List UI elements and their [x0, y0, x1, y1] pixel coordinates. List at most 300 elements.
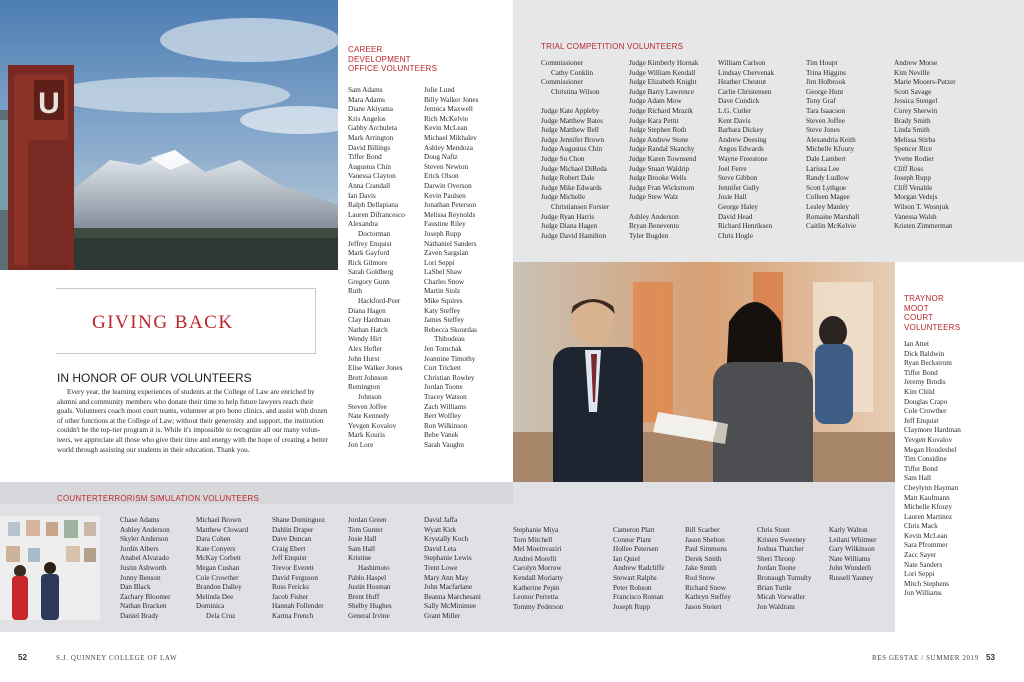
volunteer-name: Gabby Archuleta: [348, 124, 397, 133]
volunteer-name: Yevgen Kovalov: [904, 435, 953, 444]
volunteer-name: Katherine Pepin: [513, 583, 560, 592]
volunteer-name: Jonny Benson: [120, 573, 161, 582]
volunteer-name: Andrew Deesing: [718, 135, 767, 144]
career-title-line: OFFICE VOLUNTEERS: [348, 64, 438, 73]
volunteer-name: Joseph Rupp: [894, 174, 931, 183]
volunteer-name: Sam Hall: [904, 474, 931, 483]
volunteer-name: Brandon Dalley: [196, 583, 242, 592]
volunteer-name: Christina Wilson: [551, 87, 600, 96]
volunteer-name: Wendy Hirt: [348, 335, 382, 344]
volunteer-name: Bryan Benevento: [629, 222, 680, 231]
footer-left-publication: S.J. QUINNEY COLLEGE OF LAW: [56, 654, 178, 662]
volunteer-name: Elise Walker Jones: [348, 364, 403, 373]
volunteer-name: Nate Sanders: [904, 560, 943, 569]
volunteer-name: Judge Ryan Harris: [541, 212, 595, 221]
volunteer-name: David Billings: [348, 143, 391, 152]
traynor-column: [904, 340, 961, 599]
career-title: [348, 45, 437, 74]
counter-column-6: [513, 526, 563, 612]
volunteer-name: Curt Trickett: [424, 364, 461, 373]
volunteer-name: Joshua Thatcher: [757, 545, 804, 554]
volunteer-name: Hollee Petersen: [613, 545, 659, 554]
volunteer-name: Mark Kouris: [348, 431, 385, 440]
volunteer-name: Judge Mike Edwards: [541, 183, 602, 192]
volunteer-name: Jeff Enquist: [904, 416, 939, 425]
volunteer-name: Judge Andrew Stone: [629, 135, 689, 144]
trial-column-2: [629, 59, 698, 241]
volunteer-name: Anna Crandall: [348, 181, 391, 190]
volunteer-name: Lesley Manley: [806, 202, 849, 211]
volunteer-name: Dela Cruz: [206, 611, 236, 620]
volunteer-name: Darwin Overson: [424, 181, 472, 190]
honor-line-3: goals. Volunteers coach moot court teams, volunteer at pro bono clinics, and assist with dozen: [57, 407, 328, 416]
volunteer-name: Ashley Mendoza: [424, 143, 473, 152]
volunteer-name: John Hurst: [348, 354, 380, 363]
volunteer-name: Cheylynn Hayman: [904, 483, 959, 492]
volunteer-name: Daniel Brady: [120, 611, 159, 620]
building-u-letter: U: [38, 87, 60, 120]
volunteer-name: L.G. Cutler: [718, 106, 751, 115]
volunteer-name: Joel Ferre: [718, 164, 747, 173]
volunteer-name: Alex Hefler: [348, 345, 383, 354]
volunteer-name: Jacob Fisher: [272, 592, 309, 601]
volunteer-name: Ashley Anderson: [629, 212, 679, 221]
volunteer-name: Ian Attet: [904, 340, 929, 348]
traynor-title-line: VOLUNTEERS: [904, 322, 961, 332]
volunteer-name: McKay Corbett: [196, 554, 241, 563]
volunteer-name: Sheri Throop: [757, 554, 795, 563]
volunteer-name: Tom Mitchell: [513, 535, 553, 544]
volunteer-name: Cathy Conklin: [551, 68, 594, 77]
volunteer-name: Yevgen Kovalov: [348, 421, 397, 430]
volunteer-name: Jon Waldram: [757, 602, 795, 611]
volunteer-name: Melissa Reynolds: [424, 210, 476, 219]
volunteer-name: Lori Seppi: [904, 570, 935, 579]
volunteer-name: Grant Miller: [424, 611, 461, 620]
volunteer-name: Kim Neville: [894, 68, 930, 77]
volunteer-name: Remington: [348, 383, 380, 392]
volunteer-name: LaShel Shaw: [424, 268, 463, 277]
volunteer-name: Augustus Chin: [348, 162, 391, 171]
volunteer-name: Sam Hall: [348, 544, 375, 553]
counter-column-7: [613, 526, 665, 612]
volunteer-name: Steve Gibbon: [718, 174, 758, 183]
volunteer-name: Tim Considine: [904, 455, 947, 464]
trial-column-3: [718, 59, 774, 241]
volunteer-name: Christian Rowley: [424, 373, 475, 382]
volunteer-name: Carolyn Morrow: [513, 564, 562, 573]
volunteer-name: Billy Walker Jones: [424, 95, 479, 104]
traynor-title-line: MOOT: [904, 303, 929, 313]
volunteer-name: Michelle Kfoury: [806, 145, 855, 154]
volunteer-name: Hannah Follender: [272, 602, 324, 611]
mountain-building-photo: [0, 0, 338, 270]
volunteer-name: Peter Robson: [613, 583, 652, 592]
volunteer-name: Mel Moeinvaziri: [513, 545, 562, 554]
volunteer-name: Judge Elizabeth Knight: [629, 78, 697, 87]
volunteer-name: Gary Wilkinson: [829, 545, 875, 554]
volunteer-name: Jeffrey Enquist: [348, 239, 392, 248]
honor-line-2: alumni and community members who donate their time to help future lawyers reach their: [57, 397, 314, 406]
volunteer-name: Vanessa Walsh: [894, 212, 937, 221]
volunteer-name: Diane Akiyama: [348, 105, 393, 114]
volunteer-name: Bronaugh Tumulty: [757, 573, 812, 582]
volunteer-name: Andrew Radcliffe: [613, 564, 665, 573]
volunteer-name: Scott Lythgoe: [806, 183, 847, 192]
honor-heading: IN HONOR OF OUR VOLUNTEERS: [57, 371, 252, 385]
volunteer-name: Zacc Sayer: [904, 551, 937, 560]
volunteer-name: Mara Adams: [348, 95, 385, 104]
volunteer-name: Kristen Sweeney: [757, 535, 806, 544]
volunteer-name: Jim Holbrook: [806, 78, 846, 87]
volunteer-name: Nathan Hatch: [348, 325, 388, 334]
trial-column-4: [806, 59, 859, 232]
volunteer-name: Lauren Difrancesco: [348, 210, 405, 219]
traynor-title: [904, 294, 960, 332]
counter-column-2: [196, 516, 248, 622]
volunteer-name: Stephanie Lewis: [424, 554, 472, 563]
volunteer-name: Pablo Haspel: [348, 573, 387, 582]
volunteer-name: Dave Cundick: [718, 97, 760, 106]
volunteer-name: Jennifer Gully: [718, 183, 760, 192]
volunteer-name: Judge Kara Pettit: [629, 116, 679, 125]
volunteer-name: Angus Edwards: [718, 145, 764, 154]
volunteer-name: Erick Olson: [424, 172, 459, 181]
volunteer-name: Kathryn Steffey: [685, 593, 731, 602]
volunteer-name: Kris Angelos: [348, 114, 386, 123]
volunteer-name: Trina Higgins: [806, 68, 846, 77]
volunteer-name: Douglas Crapo: [904, 397, 948, 406]
volunteer-name: Judge Stew Walz: [629, 193, 679, 202]
volunteer-name: Derek Smith: [685, 554, 722, 563]
volunteer-name: Judge Matthew Bates: [541, 116, 603, 125]
volunteer-name: Kevin McLean: [904, 531, 948, 540]
volunteer-name: Wayne Freestone: [718, 154, 768, 163]
volunteer-name: Jennica Maxwell: [424, 105, 473, 114]
volunteer-name: Nate Williams: [829, 554, 871, 563]
volunteer-name: Michelle Kfoury: [904, 503, 953, 512]
volunteer-name: Sarah Goldberg: [348, 268, 394, 277]
honor-line-6: teers, we appreciate all those who give their time and energy with the hope of creating a better: [57, 435, 328, 444]
volunteer-name: Corey Sherwin: [894, 106, 938, 115]
volunteer-name: George Haley: [718, 202, 758, 211]
volunteer-name: Michael Mikhalev: [424, 133, 477, 142]
volunteer-name: Dick Baldwin: [904, 349, 945, 358]
volunteer-name: Doug Naftz: [424, 153, 458, 162]
volunteer-name: Sara Pfrommer: [904, 541, 948, 550]
volunteer-name: Yvette Rodier: [894, 154, 934, 163]
volunteer-name: Steve Jones: [806, 126, 840, 135]
volunteer-name: Judge Diana Hagen: [541, 222, 598, 231]
volunteer-name: Craig Ebert: [272, 544, 306, 553]
volunteer-name: Mark Gayford: [348, 249, 390, 258]
volunteer-name: Scott Savage: [894, 87, 932, 96]
volunteer-name: Brian Tuttle: [757, 583, 792, 592]
volunteer-name: Leilani Whitmer: [829, 535, 877, 544]
volunteer-name: Judge William Kendall: [629, 68, 696, 77]
volunteer-name: John Macfarlane: [424, 583, 473, 592]
volunteer-name: Jon Lore: [348, 440, 374, 449]
volunteer-name: Jeremy Brodis: [904, 378, 946, 387]
volunteer-name: Judge Randal Skanchy: [629, 145, 695, 154]
volunteer-name: Michael Brown: [196, 516, 241, 524]
volunteer-name: Hackford-Peer: [358, 297, 401, 306]
volunteer-name: Dahlin Draper: [272, 525, 314, 534]
volunteer-name: Colleen Magee: [806, 193, 850, 202]
volunteer-name: Ryan Beckstrom: [904, 359, 952, 368]
volunteer-name: Kendall Moriarty: [513, 573, 564, 582]
volunteer-name: Marie Mooers-Putzer: [894, 78, 956, 87]
volunteer-name: James Steffey: [424, 316, 464, 325]
volunteer-name: Lauren Martinez: [904, 512, 953, 521]
trial-column-5: [894, 59, 956, 232]
volunteer-name: Judge Robert Dale: [541, 174, 595, 183]
volunteer-name: Paul Simmons: [685, 545, 727, 554]
volunteer-name: Connor Plant: [613, 535, 652, 544]
career-title-line: DEVELOPMENT: [348, 54, 411, 64]
volunteer-name: Jason Steiert: [685, 602, 722, 611]
volunteer-name: Dave Duncan: [272, 535, 312, 544]
volunteer-name: Justin Ashworth: [120, 563, 167, 572]
volunteer-name: Mary Ann May: [424, 573, 469, 582]
volunteer-name: Kevin Paulsen: [424, 191, 466, 200]
volunteer-name: Jen Tomchak: [424, 345, 462, 354]
volunteer-name: Jessica Stengel: [894, 97, 938, 106]
volunteer-name: Commissioner: [541, 78, 583, 87]
volunteer-name: Jeff Enquist: [272, 554, 307, 563]
career-title-line: CAREER: [348, 45, 383, 54]
volunteer-name: Randy Ludlow: [806, 174, 849, 183]
volunteer-name: Clay Hardman: [348, 316, 391, 325]
volunteer-name: Faustine Riley: [424, 220, 466, 229]
volunteer-name: Heather Chesnut: [718, 78, 767, 87]
volunteer-name: Shane Dominguez: [272, 516, 325, 524]
honor-line-5: couldn't be the top-tier program it is. While it's impossible to recognize all our many volun-: [57, 426, 321, 435]
volunteer-name: Rick Gilmore: [348, 258, 388, 267]
volunteer-name: Kate Conyers: [196, 544, 236, 553]
volunteer-name: Krystally Koch: [424, 535, 469, 544]
volunteer-name: Johnson: [358, 393, 382, 401]
volunteer-name: Judge Brooke Wells: [629, 174, 687, 183]
volunteer-name: Megan Houdeshel: [904, 445, 957, 454]
volunteer-name: Tiffer Bond: [348, 153, 382, 162]
volunteer-name: Cameron Platt: [613, 526, 655, 534]
volunteer-name: Josie Hall: [718, 193, 747, 202]
volunteer-name: Bert Wolfley: [424, 412, 462, 421]
volunteer-name: Judge Jennifer Brown: [541, 135, 605, 144]
volunteer-name: Lindsay Chervenak: [718, 68, 775, 77]
volunteer-name: Judge Michael DiReda: [541, 164, 607, 173]
volunteer-name: Cole Crowther: [196, 573, 239, 582]
volunteer-name: Chris Mack: [904, 522, 938, 531]
volunteer-name: Judge Stephen Roth: [629, 126, 687, 135]
traynor-title-line: TRAYNOR: [904, 294, 944, 303]
volunteer-name: Judge Barry Lawrence: [629, 87, 695, 96]
volunteer-name: Jordin Albers: [120, 544, 159, 553]
volunteer-name: David Jaffa: [424, 516, 458, 524]
volunteer-name: Sam Adams: [348, 86, 383, 94]
volunteer-name: William Carlson: [718, 59, 766, 67]
volunteer-name: Tara Isaacson: [806, 106, 846, 115]
volunteer-name: Judge Su Chon: [541, 154, 585, 163]
volunteer-name: Brett Johnson: [348, 373, 388, 382]
volunteer-name: Diana Hagen: [348, 306, 386, 315]
volunteer-name: Romaine Marshall: [806, 212, 860, 221]
volunteer-name: Trevor Everett: [272, 563, 314, 572]
volunteer-name: Commissioner: [541, 59, 583, 67]
volunteer-name: Kent Davis: [718, 116, 751, 125]
counter-column-4: [348, 516, 392, 622]
volunteer-name: Christiansen Forster: [551, 202, 610, 211]
volunteer-name: General Irvine: [348, 611, 390, 620]
honor-line-1: Every year, the learning experiences of students at the College of Law are enriched by: [67, 388, 315, 396]
volunteer-name: Russell Yauney: [829, 573, 874, 582]
volunteer-name: Jake Smith: [685, 564, 717, 573]
volunteer-name: [629, 203, 698, 213]
volunteer-name: David Ferguson: [272, 573, 318, 582]
volunteer-name: Nathaniel Sanders: [424, 239, 477, 248]
volunteer-name: Karly Walton: [829, 526, 868, 534]
volunteer-name: Judge Matthew Bell: [541, 126, 599, 135]
volunteer-name: Tony Graf: [806, 97, 836, 106]
volunteer-name: Joseph Rupp: [613, 602, 650, 611]
volunteer-name: Nathan Bracken: [120, 602, 167, 611]
volunteer-name: Dominica: [196, 602, 225, 611]
volunteer-name: Carlie Christensen: [718, 87, 772, 96]
volunteer-name: Mitch Stephens: [904, 579, 949, 588]
volunteer-name: Ruth: [348, 287, 362, 296]
volunteer-name: Hashimoto: [358, 563, 390, 572]
volunteer-name: Ralph Dellapiana: [348, 201, 399, 210]
volunteer-name: Cliff Ross: [894, 164, 924, 173]
counter-column-1: [120, 516, 171, 622]
trial-title: TRIAL COMPETITION VOLUNTEERS: [541, 42, 684, 51]
volunteer-name: Jordan Toone: [424, 383, 463, 392]
volunteer-name: Leonor Perretta: [513, 593, 558, 602]
volunteer-name: Ashley Anderson: [120, 525, 170, 534]
volunteer-name: Matt Kaufmann: [904, 493, 950, 502]
volunteer-name: Katy Steffey: [424, 306, 461, 315]
volunteer-name: Andrei Morelli: [513, 554, 557, 563]
volunteer-name: Caitlin McKelvie: [806, 222, 857, 231]
volunteer-name: Sally McMinimee: [424, 602, 477, 611]
volunteer-name: Ian Quiel: [613, 554, 640, 563]
volunteer-name: Judge Michelle: [541, 193, 586, 202]
volunteer-name: Martin Stolz: [424, 287, 461, 296]
traynor-title-line: COURT: [904, 313, 934, 322]
volunteer-name: Steven Newton: [424, 162, 469, 171]
honor-paragraph: [57, 388, 337, 455]
volunteer-name: Anabel Alvarado: [120, 554, 169, 563]
volunteer-name: Kristen Zimmerman: [894, 222, 953, 231]
volunteer-name: Stephanie Miya: [513, 526, 559, 534]
volunteer-name: Tracey Watson: [424, 393, 467, 401]
volunteer-name: Judge Kate Appleby: [541, 106, 600, 115]
footer-right-page-number: 53: [986, 653, 995, 662]
volunteer-name: Melissa Stirba: [894, 135, 936, 144]
counter-title: COUNTERTERRORISM SIMULATION VOLUNTEERS: [57, 494, 259, 503]
volunteer-name: Judge David Hamilton: [541, 231, 607, 240]
volunteer-name: Ian Davis: [348, 191, 376, 200]
footer-left-page-number: 52: [18, 653, 27, 662]
volunteer-name: Tommy Pederson: [513, 602, 564, 611]
volunteer-name: Andrew Morse: [894, 59, 938, 67]
volunteer-name: Dara Cohen: [196, 535, 231, 544]
volunteer-name: Cole Crowther: [904, 407, 947, 416]
volunteer-name: Judge Richard Mrazik: [629, 106, 693, 115]
volunteer-name: Chris Hogle: [718, 231, 753, 240]
volunteer-name: Josie Hall: [348, 535, 377, 544]
volunteer-name: Jordan Toone: [757, 564, 796, 573]
volunteer-name: Francisco Roman: [613, 593, 664, 602]
volunteer-name: Ron Wilkinson: [424, 421, 468, 430]
volunteer-name: Judge Karen Townsend: [629, 154, 697, 163]
volunteer-name: Nate Kennedy: [348, 412, 390, 421]
giving-back-title: GIVING BACK: [92, 312, 234, 333]
volunteer-name: Alexandria Keith: [806, 135, 856, 144]
volunteer-name: Tom Gunter: [348, 525, 383, 534]
career-column-2: [424, 86, 478, 451]
volunteer-name: George Hunt: [806, 87, 844, 96]
volunteer-name: Jason Shelton: [685, 535, 725, 544]
volunteer-name: Lori Seppi: [424, 258, 455, 267]
volunteer-name: Jeannine Timothy: [424, 354, 476, 363]
volunteer-name: Judge Fran Wickstrom: [629, 183, 695, 192]
volunteer-name: Judge Kimberly Hornak: [629, 59, 699, 67]
counter-column-8: [685, 526, 731, 612]
volunteer-name: Trent Lowe: [424, 563, 458, 572]
volunteer-name: Kristine: [348, 554, 372, 563]
volunteer-name: Judge Adam Mow: [629, 97, 682, 106]
volunteer-name: Julie Lund: [424, 86, 455, 94]
gallery-photo: [0, 516, 100, 620]
volunteer-name: Wilson T. Wosnjuk: [894, 202, 949, 211]
volunteer-name: Larissa Lee: [806, 164, 840, 173]
volunteer-name: Zachary Bloomer: [120, 592, 171, 601]
volunteer-name: Dan Black: [120, 583, 151, 592]
volunteer-name: Alexandra: [348, 220, 378, 229]
volunteer-name: Tim Houpt: [806, 59, 838, 67]
volunteer-name: Mike Squires: [424, 297, 463, 306]
volunteer-name: Mark Arrington: [348, 133, 394, 142]
volunteer-name: Judge Augustus Chin: [541, 145, 603, 154]
volunteer-name: [541, 97, 609, 107]
volunteer-name: Charles Snow: [424, 277, 465, 286]
library-photo: [513, 262, 895, 505]
volunteer-name: Wyatt Kirk: [424, 525, 457, 534]
volunteer-name: Rich McKelvie: [424, 114, 469, 123]
counter-column-9: [757, 526, 812, 612]
counter-column-10: [829, 526, 877, 584]
volunteer-name: Thibodeau: [434, 335, 465, 344]
volunteer-name: Micah Vorwaller: [757, 593, 806, 602]
volunteer-name: Joseph Rupp: [424, 229, 461, 238]
volunteer-name: Kevin McLean: [424, 124, 468, 133]
honor-line-4: of other functions at the College of Law; without their generosity and support, the institution: [57, 416, 324, 425]
volunteer-name: Melinda Dee: [196, 592, 234, 601]
volunteer-name: Tyler Bugden: [629, 231, 669, 240]
volunteer-name: Steven Joffee: [806, 116, 845, 125]
volunteer-name: Russ Fericks: [272, 583, 309, 592]
counter-column-3: [272, 516, 325, 622]
volunteer-name: Steven Joffee: [348, 402, 387, 411]
volunteer-name: Tiffer Bond: [904, 368, 938, 377]
volunteer-name: Matthew Cloward: [196, 525, 249, 534]
volunteer-name: Shelby Hughes: [348, 602, 392, 611]
volunteer-name: Rod Snow: [685, 573, 716, 582]
volunteer-name: Judge Stuart Waldrip: [629, 164, 690, 173]
volunteer-name: Stewart Ralphs: [613, 573, 657, 582]
